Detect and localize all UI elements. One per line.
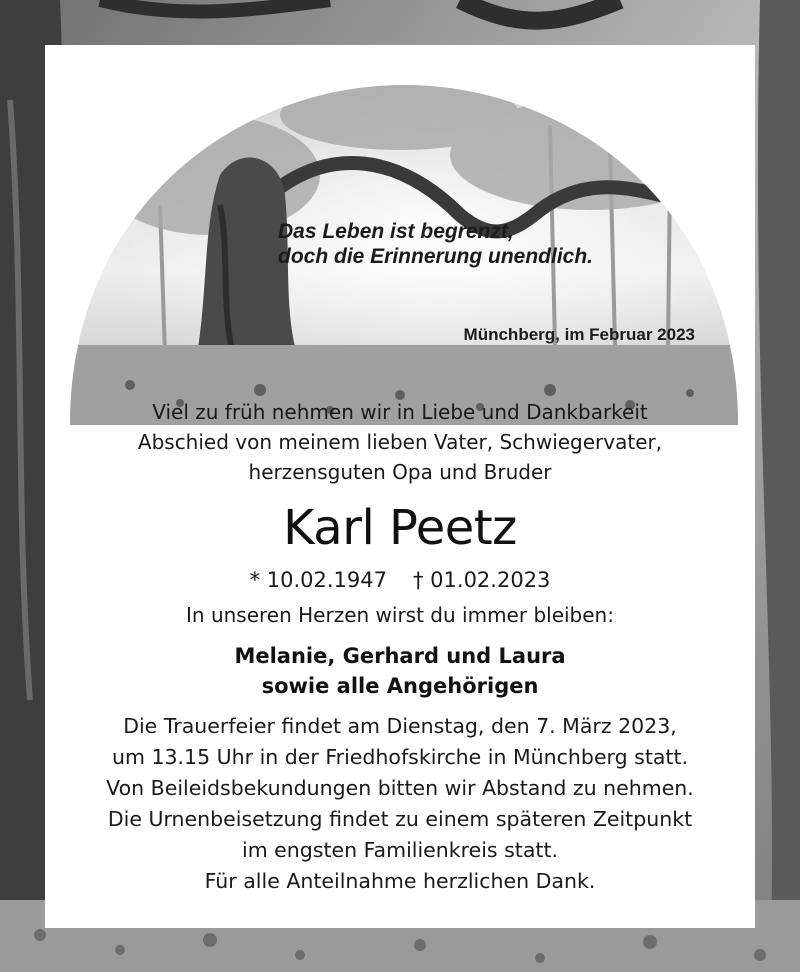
mourners-line: Melanie, Gerhard und Laura [234, 644, 566, 668]
mourners [45, 641, 755, 701]
intro-text [45, 397, 755, 487]
intro-line: Viel zu früh nehmen wir in Liebe und Dankbarkeit [152, 400, 648, 424]
intro-line: Abschied von meinem lieben Vater, Schwiegervater, [137, 430, 663, 454]
death-date: † 01.02.2023 [413, 568, 551, 592]
funeral-details [45, 711, 755, 897]
details-line: um 13.15 Uhr in der Friedhofskirche in Münchberg statt. [111, 745, 689, 769]
intro-line: herzensguten Opa und Bruder [248, 460, 552, 484]
deceased-name: Karl Peetz [283, 500, 517, 556]
mourners-line: sowie alle Angehörigen [261, 674, 539, 698]
quote-line: Das Leben ist begrenzt, [278, 220, 514, 243]
details-line: im engsten Familienkreis statt. [242, 838, 558, 862]
memorial-quote [278, 219, 718, 269]
life-dates [45, 565, 755, 595]
place-date: Münchberg, im Februar 2023 [463, 325, 695, 344]
details-line: Die Trauerfeier findet am Dienstag, den 7. März 2023, [123, 714, 677, 738]
details-line: Die Urnenbeisetzung findet zu einem späteren Zeitpunkt [107, 807, 693, 831]
quote-line: doch die Erinnerung unendlich. [278, 245, 594, 268]
details-line: Für alle Anteilnahme herzlichen Dank. [204, 869, 596, 893]
remember-line: In unseren Herzen wirst du immer bleiben: [186, 603, 614, 627]
birth-date: * 10.02.1947 [249, 568, 387, 592]
details-line: Von Beileidsbekundungen bitten wir Abstand zu nehmen. [106, 776, 694, 800]
obituary-card [45, 45, 755, 928]
